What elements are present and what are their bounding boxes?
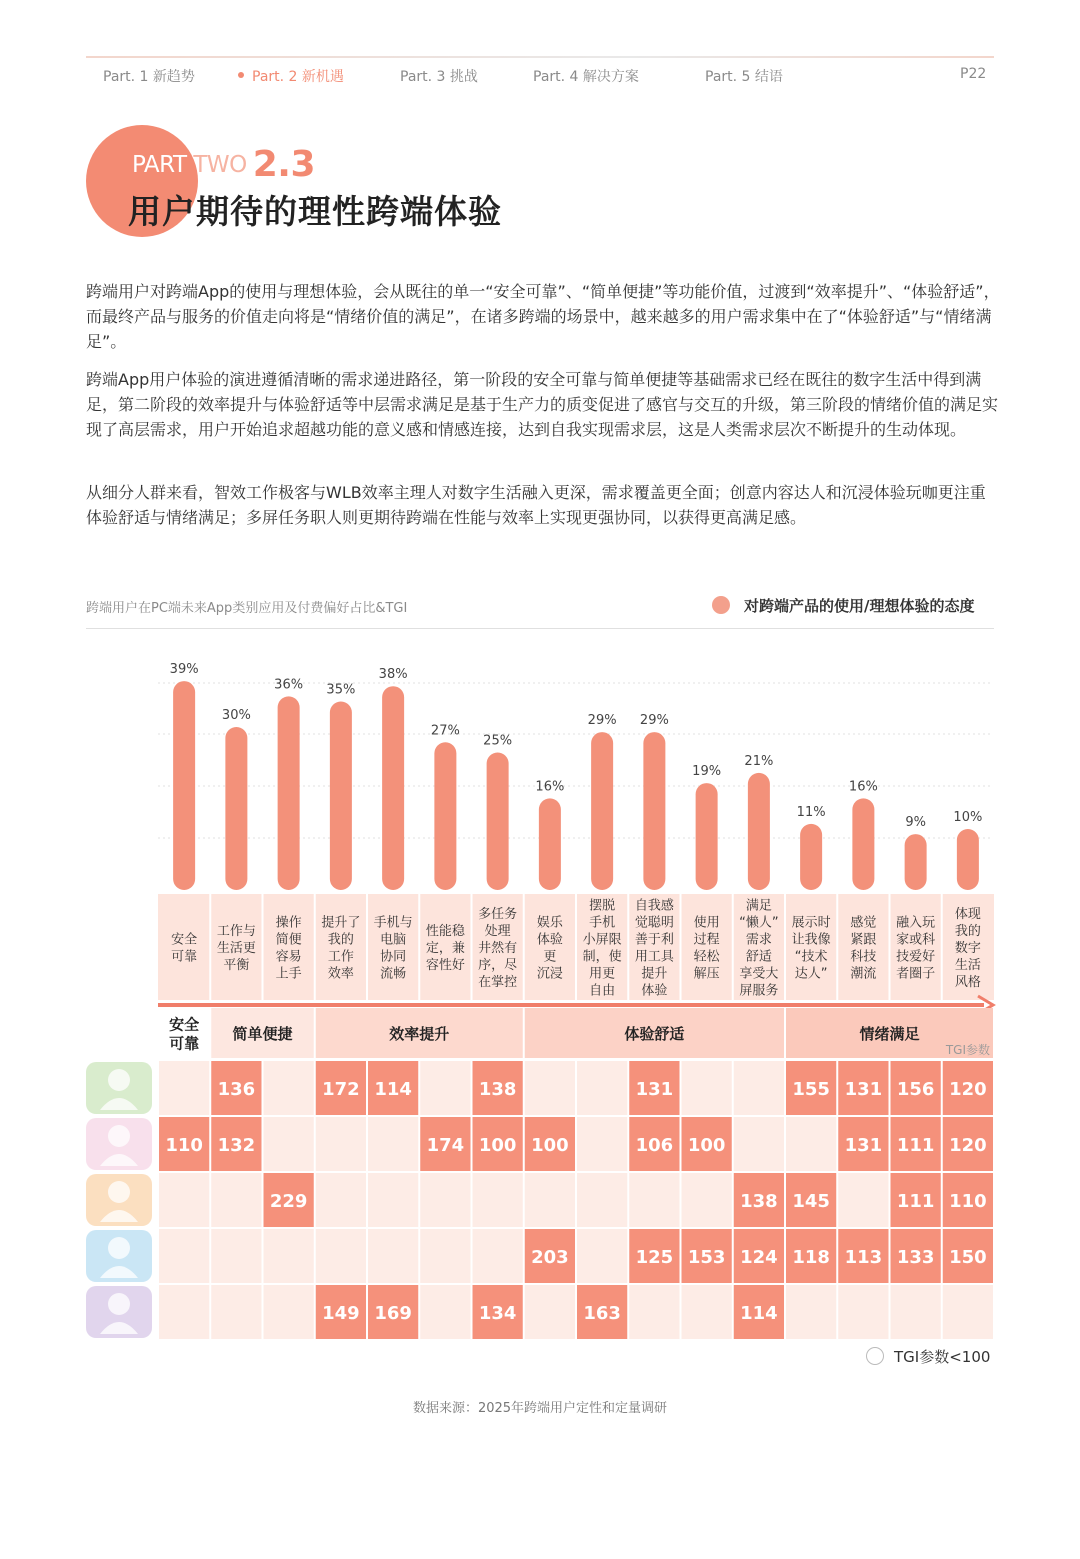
tgi-value: 124 bbox=[740, 1247, 778, 1268]
chart-title: 跨端用户在PC端未来App类别应用及付费偏好占比&TGI bbox=[86, 601, 408, 616]
tgi-cell-empty bbox=[420, 1173, 470, 1227]
tgi-cell-empty bbox=[368, 1173, 418, 1227]
tgi-value: 138 bbox=[478, 1079, 517, 1100]
tgi-note bbox=[866, 1346, 990, 1367]
tgi-value: 163 bbox=[583, 1303, 621, 1324]
category-label: 多任务处理井然有序，尽在掌控 bbox=[478, 907, 518, 990]
bar bbox=[539, 798, 561, 890]
legend-label: 对跨端产品的使用/理想体验的态度 bbox=[744, 597, 975, 615]
bar bbox=[173, 681, 195, 890]
tgi-value: 174 bbox=[426, 1135, 465, 1156]
bar bbox=[748, 773, 770, 890]
tgi-value: 155 bbox=[792, 1079, 830, 1100]
tgi-value: 118 bbox=[792, 1247, 830, 1268]
bar bbox=[330, 702, 352, 891]
group-header-label: 体验舒适 bbox=[624, 1025, 685, 1043]
tgi-value: 113 bbox=[844, 1247, 883, 1268]
group-header-label: 简单便捷 bbox=[232, 1025, 293, 1043]
tgi-value: 110 bbox=[165, 1135, 203, 1156]
nav-item-part2[interactable]: Part. 2 新机遇 bbox=[238, 66, 344, 86]
bar-value-label: 39% bbox=[169, 662, 199, 678]
tgi-value: 110 bbox=[949, 1191, 987, 1212]
bar-value-label: 9% bbox=[905, 815, 926, 831]
bar bbox=[382, 686, 404, 890]
category-label: 自我感觉聪明善于利用工具提升体验 bbox=[634, 898, 674, 999]
page-number: P22 bbox=[960, 66, 987, 82]
bar-value-label: 29% bbox=[639, 713, 669, 729]
bar bbox=[487, 753, 509, 891]
tgi-cell-empty bbox=[159, 1061, 209, 1115]
category-label: 满足“懒人”需求舒适享受大屏服务 bbox=[739, 898, 779, 999]
tgi-cell-empty bbox=[473, 1229, 523, 1283]
paragraph-2: 跨端App用户体验的演进遵循清晰的需求递进路径，第一阶段的安全可靠与简单便捷等基础需求已经在既往的数字生活中得到满足，第二阶段的效率提升与体验舒适等中层需求满足是基于生产力的质变促进了感官与交互的升级，第三阶段的情绪价值的满足实现了高层需求，用户开始追求超越功能的意义感和情感连接，达到自我实现需求层，这是人类需求层次不断提升的生动体现。 bbox=[86, 370, 999, 439]
tgi-value: 111 bbox=[896, 1135, 935, 1156]
persona-avatar-head bbox=[108, 1069, 130, 1091]
persona-avatar-head bbox=[108, 1125, 130, 1147]
tgi-value: 134 bbox=[478, 1303, 517, 1324]
category-label: 性能稳定，兼容性好 bbox=[425, 924, 465, 973]
tgi-value: 120 bbox=[949, 1135, 987, 1156]
tgi-cell-empty bbox=[734, 1117, 784, 1171]
tgi-value: 131 bbox=[844, 1135, 883, 1156]
bar bbox=[852, 798, 874, 890]
tgi-value: 131 bbox=[635, 1079, 674, 1100]
bar-value-label: 38% bbox=[378, 667, 408, 683]
tgi-value: 149 bbox=[322, 1303, 360, 1324]
tgi-value: 172 bbox=[322, 1079, 360, 1100]
category-label: 摆脱手机小屏限制，使用更自由 bbox=[582, 898, 622, 999]
bar-value-label: 27% bbox=[430, 723, 460, 739]
tgi-cell-empty bbox=[159, 1229, 209, 1283]
bar bbox=[643, 732, 665, 890]
page-title: 用户期待的理性跨端体验 bbox=[128, 192, 502, 231]
category-label: 感觉紧跟科技潮流 bbox=[850, 915, 877, 982]
bar-value-label: 21% bbox=[744, 753, 774, 769]
tgi-cell-empty bbox=[316, 1173, 366, 1227]
tgi-cell-empty bbox=[211, 1229, 261, 1283]
category-label: 手机与电脑协同流畅 bbox=[373, 915, 413, 982]
tgi-value: 114 bbox=[374, 1079, 412, 1100]
tgi-value: 153 bbox=[687, 1247, 726, 1268]
persona-avatar-head bbox=[108, 1181, 130, 1203]
tgi-cell-empty bbox=[682, 1061, 732, 1115]
tgi-value: 100 bbox=[687, 1135, 726, 1156]
tgi-value: 150 bbox=[949, 1247, 987, 1268]
tgi-cell-empty bbox=[159, 1173, 209, 1227]
tgi-cell-empty bbox=[682, 1285, 732, 1339]
tgi-cell-empty bbox=[525, 1285, 575, 1339]
tgi-cell-empty bbox=[316, 1229, 366, 1283]
tgi-cell-empty bbox=[264, 1061, 314, 1115]
empty-circle-icon bbox=[866, 1347, 884, 1365]
tgi-value: 120 bbox=[949, 1079, 987, 1100]
category-label: 工作与生活更平衡 bbox=[216, 924, 256, 973]
bar-value-label: 10% bbox=[953, 810, 983, 825]
category-label: 安全可靠 bbox=[171, 932, 198, 965]
tgi-cell-empty bbox=[682, 1173, 732, 1227]
tgi-value: 156 bbox=[896, 1079, 935, 1100]
group-header-label: 效率提升 bbox=[389, 1025, 450, 1043]
nav-item-part4[interactable]: Part. 4 解决方案 bbox=[533, 69, 639, 85]
tgi-cell-empty bbox=[420, 1285, 470, 1339]
tgi-cell-empty bbox=[891, 1285, 941, 1339]
nav-item-part5[interactable]: Part. 5 结语 bbox=[705, 69, 783, 85]
category-label: 展示时让我像“技术达人” bbox=[791, 915, 831, 982]
bar bbox=[905, 834, 927, 890]
nav-item-part1[interactable]: Part. 1 新趋势 bbox=[103, 69, 195, 85]
bar-value-label: 16% bbox=[848, 779, 878, 795]
bar bbox=[434, 742, 456, 890]
bar bbox=[591, 732, 613, 890]
tgi-cell-empty bbox=[368, 1117, 418, 1171]
tgi-cell-empty bbox=[577, 1117, 627, 1171]
category-label: 融入玩家或科技爱好者圈子 bbox=[896, 915, 936, 982]
tgi-value: 125 bbox=[635, 1247, 674, 1268]
tgi-cell-empty bbox=[525, 1061, 575, 1115]
tgi-cell-empty bbox=[786, 1285, 836, 1339]
category-label: 使用过程轻松解压 bbox=[693, 915, 720, 982]
bar bbox=[800, 824, 822, 890]
tgi-cell-empty bbox=[473, 1173, 523, 1227]
tgi-value: 145 bbox=[792, 1191, 830, 1212]
tgi-value: 100 bbox=[478, 1135, 517, 1156]
tgi-cell-empty bbox=[577, 1173, 627, 1227]
tgi-value: 136 bbox=[217, 1079, 256, 1100]
tgi-value: 229 bbox=[269, 1191, 308, 1212]
bar-value-label: 29% bbox=[587, 713, 617, 729]
tgi-value: 131 bbox=[844, 1079, 883, 1100]
category-label: 体现我的数字生活风格 bbox=[954, 907, 981, 990]
category-label: 提升了我的工作效率 bbox=[321, 915, 361, 982]
tgi-cell-empty bbox=[943, 1285, 993, 1339]
bar-value-label: 16% bbox=[535, 779, 565, 795]
tgi-cell-empty bbox=[786, 1117, 836, 1171]
tgi-cell-empty bbox=[264, 1117, 314, 1171]
tgi-cell-empty bbox=[420, 1061, 470, 1115]
paragraph-1: 跨端用户对跨端App的使用与理想体验，会从既往的单一“安全可靠”、“简单便捷”等功能价值，过渡到“效率提升”、“体验舒适”，而最终产品与服务的价值走向将是“情绪价值的满足”，在诸多跨端的场景中，越来越多的用户需求集中在了“体验舒适”与“情绪满足”。 bbox=[86, 282, 1000, 351]
persona-avatar-head bbox=[108, 1293, 130, 1315]
tgi-note-label: TGI参数<100 bbox=[894, 1348, 991, 1366]
bar bbox=[278, 696, 300, 890]
group-header-label: 情绪满足 bbox=[859, 1025, 920, 1043]
bar-value-label: 30% bbox=[221, 708, 251, 723]
category-label: 操作简便容易上手 bbox=[275, 915, 302, 982]
tgi-cell-empty bbox=[838, 1285, 888, 1339]
data-source: 数据来源：2025年跨端用户定性和定量调研 bbox=[412, 1401, 668, 1416]
tgi-cell-empty bbox=[838, 1173, 888, 1227]
category-label: 娱乐体验更沉浸 bbox=[536, 915, 563, 982]
tgi-cell-empty bbox=[525, 1173, 575, 1227]
tgi-value: 111 bbox=[896, 1191, 935, 1212]
bar bbox=[225, 727, 247, 890]
tgi-cell-empty bbox=[264, 1285, 314, 1339]
two-word: TWO bbox=[193, 152, 247, 178]
axis-arrow-shaft bbox=[158, 1003, 984, 1007]
bar-value-label: 19% bbox=[692, 764, 722, 780]
tgi-value: 132 bbox=[217, 1135, 256, 1156]
tgi-cell-empty bbox=[629, 1173, 679, 1227]
part-word: PART bbox=[132, 152, 187, 178]
tgi-cell-empty bbox=[420, 1229, 470, 1283]
tgi-cell-empty bbox=[211, 1173, 261, 1227]
tgi-value: 106 bbox=[635, 1135, 674, 1156]
tgi-value: 203 bbox=[531, 1247, 569, 1268]
bar-value-label: 36% bbox=[274, 677, 304, 693]
tgi-cell-empty bbox=[577, 1061, 627, 1115]
paragraph-3: 从细分人群来看，智效工作极客与WLB效率主理人对数字生活融入更深，需求覆盖更全面；创意内容达人和沉浸体验玩咖更注重体验舒适与情绪满足；多屏任务职人则更期待跨端在性能与效率上实现更强协同，以获得更高满足感。 bbox=[86, 483, 986, 527]
persona-avatar-head bbox=[108, 1237, 130, 1259]
nav-item-part3[interactable]: Part. 3 挑战 bbox=[400, 69, 478, 85]
tgi-cell-empty bbox=[734, 1061, 784, 1115]
tgi-cell-empty bbox=[264, 1229, 314, 1283]
section-number: 2.3 bbox=[252, 144, 315, 185]
tgi-axis-label: TGI参数 bbox=[945, 1043, 990, 1057]
tgi-value: 133 bbox=[896, 1247, 935, 1268]
bar bbox=[696, 783, 718, 890]
tgi-value: 114 bbox=[740, 1303, 778, 1324]
tgi-value: 169 bbox=[374, 1303, 412, 1324]
tgi-cell-empty bbox=[159, 1285, 209, 1339]
tgi-value: 138 bbox=[740, 1191, 778, 1212]
tgi-cell-empty bbox=[577, 1229, 627, 1283]
bar-value-label: 25% bbox=[483, 733, 513, 749]
tgi-value: 100 bbox=[531, 1135, 569, 1156]
tgi-cell-empty bbox=[368, 1229, 418, 1283]
bar bbox=[957, 829, 979, 890]
tgi-cell-empty bbox=[316, 1117, 366, 1171]
bar-value-label: 35% bbox=[326, 682, 356, 698]
tgi-cell-empty bbox=[211, 1285, 261, 1339]
bar-value-label: 11% bbox=[796, 804, 826, 820]
group-header-label: 安全可靠 bbox=[169, 1015, 200, 1053]
tgi-cell-empty bbox=[629, 1285, 679, 1339]
